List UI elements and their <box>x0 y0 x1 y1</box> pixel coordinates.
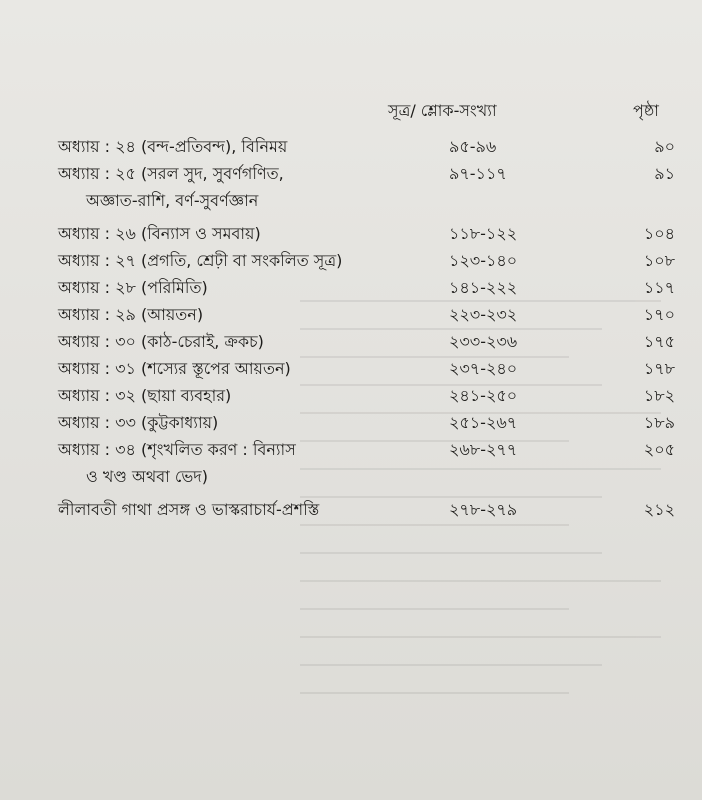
sloka-range: ২৭৮-২৭৯ <box>449 500 518 519</box>
chapter-title: অধ্যায় : ৩১ (শস্যের স্তূপের আয়তন) <box>58 359 291 378</box>
toc-entry-26 <box>0 220 702 247</box>
chapter-title: অধ্যায় : ২৯ (আয়তন) <box>58 305 204 324</box>
toc-entry-34 <box>0 436 702 463</box>
page-number: ১০৮ <box>643 251 675 270</box>
sloka-range: ২৩৭-২৪০ <box>449 359 518 378</box>
toc-entry-25 <box>0 160 702 187</box>
toc-entry-33 <box>0 409 702 436</box>
toc-entry-31 <box>0 355 702 382</box>
chapter-title: অধ্যায় : ২৬ (বিন্যাস ও সমবায়) <box>58 224 261 243</box>
chapter-title: অধ্যায় : ৩৪ (শৃংখলিত করণ : বিন্যাস <box>58 440 296 459</box>
chapter-title: অধ্যায় : ২৭ (প্রগতি, শ্রেঢ়ী বা সংকলিত সূত্র) <box>58 251 343 270</box>
page-number: ১৭০ <box>643 305 675 324</box>
chapter-title: অধ্যায় : ৩৩ (কুট্টকাধ্যায়) <box>58 413 219 432</box>
page-number: ১৭৮ <box>643 359 675 378</box>
chapter-title: অধ্যায় : ২৫ (সরল সুদ, সুবর্ণগণিত, <box>58 164 284 183</box>
sloka-range: ২৩৩-২৩৬ <box>449 332 518 351</box>
table-of-contents <box>0 133 702 523</box>
sloka-range: ২৬৮-২৭৭ <box>449 440 518 459</box>
sloka-range: ১৪১-২২২ <box>449 278 518 297</box>
sloka-range: ২২৩-২৩২ <box>449 305 518 324</box>
page-number: ৯০ <box>654 137 675 156</box>
page-number: ১৮২ <box>643 386 675 405</box>
toc-entry-24 <box>0 133 702 160</box>
toc-entry-34-continuation <box>0 463 702 490</box>
page-number: ৯১ <box>654 164 675 183</box>
toc-entry-32 <box>0 382 702 409</box>
toc-entry-28 <box>0 274 702 301</box>
chapter-title: অধ্যায় : ৩২ (ছায়া ব্যবহার) <box>58 386 232 405</box>
toc-entry-25-continuation <box>0 187 702 214</box>
toc-entry-27 <box>0 247 702 274</box>
page-number: ১৮৯ <box>643 413 675 432</box>
toc-entry-lilavati-gatha <box>0 496 702 523</box>
page-number: ২১২ <box>643 500 675 519</box>
chapter-title: অধ্যায় : ৩০ (কাঠ-চেরাই, ক্রকচ) <box>58 332 264 351</box>
chapter-title: অধ্যায় : ২৪ (বন্দ-প্রতিবন্দ), বিনিময় <box>58 137 288 156</box>
sloka-range: ২৪১-২৫০ <box>449 386 518 405</box>
chapter-title-continuation: ও খণ্ড অথবা ভেদ) <box>86 467 208 486</box>
page-number: ১১৭ <box>643 278 675 297</box>
sloka-range: ২৫১-২৬৭ <box>449 413 518 432</box>
page-number: ২০৫ <box>643 440 675 459</box>
page-number: ১৭৫ <box>643 332 675 351</box>
sloka-range: ৯৫-৯৬ <box>449 137 497 156</box>
column-header-page: পৃষ্ঠা <box>633 101 659 120</box>
toc-header <box>0 98 702 128</box>
chapter-title: অধ্যায় : ২৮ (পরিমিতি) <box>58 278 208 297</box>
chapter-title: লীলাবতী গাথা প্রসঙ্গ ও ভাস্করাচার্য-প্রশস্তি <box>58 500 320 519</box>
page-number: ১০৪ <box>643 224 675 243</box>
sloka-range: ১২৩-১৪০ <box>449 251 518 270</box>
sloka-range: ১১৮-১২২ <box>449 224 518 243</box>
toc-entry-30 <box>0 328 702 355</box>
sloka-range: ৯৭-১১৭ <box>449 164 507 183</box>
chapter-title-continuation: অজ্ঞাত-রাশি, বর্ণ-সুবর্ণজ্ঞান <box>86 191 259 210</box>
column-header-sutra: সূত্র/ শ্লোক-সংখ্যা <box>388 101 497 120</box>
toc-entry-29 <box>0 301 702 328</box>
